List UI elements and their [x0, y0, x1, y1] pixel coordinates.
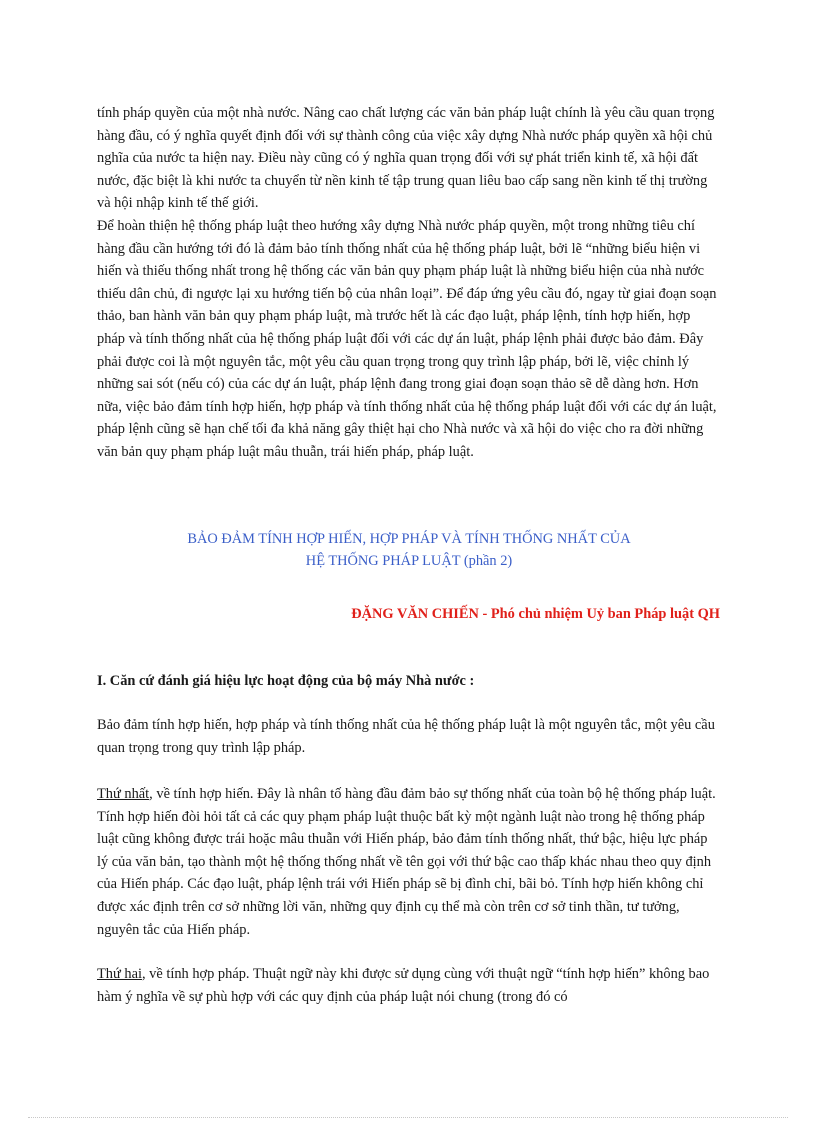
paragraph-nguyen-tac: Bảo đảm tính hợp hiến, hợp pháp và tính thống nhất của hệ thống pháp luật là một nguyên tắc, một yêu cầu quan trọng trong quy trình lập pháp. [97, 717, 715, 756]
paragraph-intro: tính pháp quyền của một nhà nước. Nâng cao chất lượng các văn bản pháp luật chính là yêu cầu quan trọng hàng đầu, có ý nghĩa quyết định đối với sự thành công của việc xây dựng Nhà nước pháp quyền xã hội chủ nghĩa của nước ta hiện nay. Điều này cũng có ý nghĩa quan trọng đối với sự phát triển kinh tế, xã hội đất nước, đặc biệt là khi nước ta chuyển từ nền kinh tế tập trung quan liêu bao cấp sang nền kinh tế thị trường và hội nhập kinh tế thế giới. [97, 105, 715, 212]
page-bottom-divider [28, 1117, 788, 1118]
paragraph-thu-nhat [97, 783, 721, 941]
article-title-line1: BẢO ĐẢM TÍNH HỢP HIẾN, HỢP PHÁP VÀ TÍNH THỐNG NHẤT CỦA [187, 531, 631, 547]
article-author: ĐẶNG VĂN CHIẾN - Phó chủ nhiệm Uỷ ban Pháp luật QH [351, 606, 720, 622]
thu-nhat-label: Thứ nhất [97, 786, 150, 802]
section-heading: I. Căn cứ đánh giá hiệu lực hoạt động của bộ máy Nhà nước : [97, 673, 475, 689]
thu-hai-body: , về tính hợp pháp. Thuật ngữ này khi được sử dụng cùng với thuật ngữ “tính hợp hiến” không bao hàm ý nghĩa về sự phù hợp với các quy định của pháp luật nói chung (trong đó có [97, 966, 710, 1005]
thu-hai-label: Thứ hai [97, 966, 142, 982]
thu-nhat-body: , về tính hợp hiến. Đây là nhân tố hàng đầu đảm bảo sự thống nhất của toàn bộ hệ thống pháp luật. Tính hợp hiến đòi hỏi tất cả các quy phạm pháp luật thuộc bất kỳ một ngành luật nào trong hệ thống pháp luật cũng không được trái hoặc mâu thuẫn với Hiến pháp, bảo đảm tính thống nhất, thứ bậc, hiệu lực pháp lý của văn bản, tạo thành một hệ thống thống nhất về tên gọi với thứ bậc cao thấp khác nhau theo quy định của Hiến pháp. Các đạo luật, pháp lệnh trái với Hiến pháp sẽ bị đình chỉ, bãi bỏ. Tính hợp hiến không chỉ được xác định trên cơ sở những lời văn, những quy định cụ thể mà còn trên cơ sở tinh thần, tư tưởng, nguyên tắc của Hiến pháp. [97, 786, 716, 938]
paragraph-hoan-thien: Để hoàn thiện hệ thống pháp luật theo hướng xây dựng Nhà nước pháp quyền, một trong những tiêu chí hàng đầu cần hướng tới đó là đảm bảo tính thống nhất của hệ thống pháp luật, bởi lẽ “những biểu hiện vi hiến và thiếu thống nhất trong hệ thống các văn bản quy phạm pháp luật là những biểu hiện của nhà nước thiếu dân chủ, đi ngược lại xu hướng tiến bộ của nhân loại”. Để đáp ứng yêu cầu đó, ngay từ giai đoạn soạn thảo, ban hành văn bản quy phạm pháp luật, mà trước hết là các đạo luật, pháp lệnh, tính hợp hiến, hợp pháp và tính thống nhất của hệ thống pháp luật đối với các dự án luật, pháp lệnh phải được bảo đảm. Đây phải được coi là một nguyên tắc, một yêu cầu quan trọng trong quy trình lập pháp, bởi lẽ, việc chỉnh lý những sai sót (nếu có) của các dự án luật, pháp lệnh đang trong giai đoạn soạn thảo sẽ dễ dàng hơn. Hơn nữa, việc bảo đảm tính hợp hiến, hợp pháp và tính thống nhất của hệ thống pháp luật đối với các dự án luật, pháp lệnh cũng sẽ hạn chế tối đa khả năng gây thiệt hại cho Nhà nước và xã hội do việc cho ra đời những văn bản quy phạm pháp luật mâu thuẫn, trái hiến pháp, pháp luật. [97, 218, 717, 460]
paragraph-thu-hai [97, 963, 721, 1008]
article-title-line2: HỆ THỐNG PHÁP LUẬT (phần 2) [305, 553, 513, 569]
article-title [97, 528, 721, 572]
